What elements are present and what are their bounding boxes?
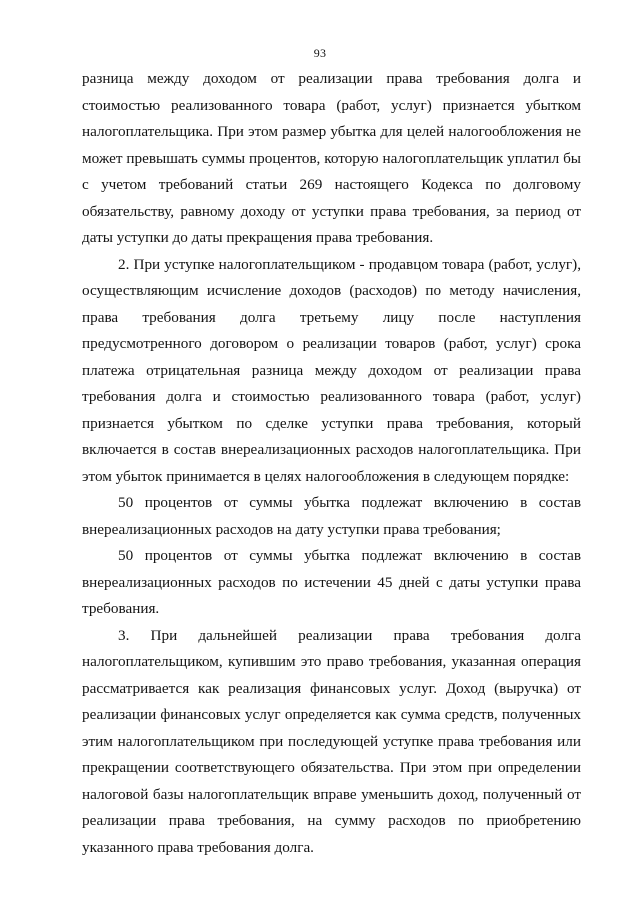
page-number: 93 bbox=[313, 46, 327, 60]
paragraph-first-half-loss: 50 процентов от суммы убытка подлежат включению в состав внереализационных расходов на дату уступки права требования; bbox=[82, 494, 581, 538]
paragraph-second-half-loss: 50 процентов от суммы убытка подлежат включению в состав внереализационных расходов по истечении 45 дней с даты уступки права требования. bbox=[82, 547, 581, 617]
document-body bbox=[82, 66, 581, 861]
paragraph-clause-2: 2. При уступке налогоплательщиком - продавцом товара (работ, услуг), осуществляющим исчисление доходов (расходов) по методу начисления, права требования долга третьему лицу после наступления предусмотренного договором о реализации товаров (работ, услуг) срока платежа отрицательная разница между доходом от реализации права требования долга и стоимостью реализованного товара (работ, услуг) признается убытком по сделке уступки права требования, который включается в состав внереализационных расходов налогоплательщика. При этом убыток принимается в целях налогообложения в следующем порядке: bbox=[82, 255, 581, 485]
paragraph-continuation: разница между доходом от реализации права требования долга и стоимостью реализованного товара (работ, услуг) признается убытком налогоплательщика. При этом размер убытка для целей налогообложения не может превышать суммы процентов, которую налогоплательщик уплатил бы с учетом требований статьи 269 настоящего Кодекса по долговому обязательству, равному доходу от уступки права требования, за период от даты уступки до даты прекращения права требования. bbox=[82, 70, 581, 246]
paragraph-clause-3: 3. При дальнейшей реализации права требования долга налогоплательщиком, купившим это право требования, указанная операция рассматривается как реализация финансовых услуг. Доход (выручка) от реализации финансовых услуг определяется как сумма средств, полученных этим налогоплательщиком при последующей уступке права требования или прекращении соответствующего обязательства. При этом при определении налоговой базы налогоплательщик вправе уменьшить доход, полученный от реализации права требования, на сумму расходов по приобретению указанного права требования долга. bbox=[82, 626, 581, 856]
